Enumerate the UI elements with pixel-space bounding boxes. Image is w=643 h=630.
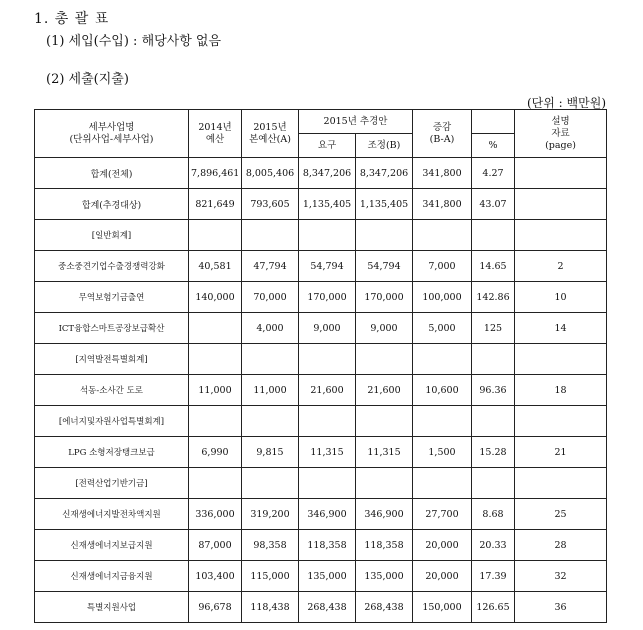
cell-change: 341,800 — [413, 158, 472, 189]
row-name: 신재생에너지금융지원 — [35, 561, 189, 592]
header-change-line1: 증감 — [432, 121, 452, 133]
cell-change: 20,000 — [413, 561, 472, 592]
cell-2015: 9,815 — [242, 437, 299, 468]
income-line: (1) 세입(수입) : 해당사항 없음 — [46, 34, 222, 49]
row-name: 특별지원사업 — [35, 592, 189, 623]
cell-adjusted: 9,000 — [356, 313, 413, 344]
header-reference-line3: (page) — [545, 139, 576, 151]
expense-line: (2) 세출(지출) — [46, 72, 129, 87]
cell-2015: 70,000 — [242, 282, 299, 313]
header-2015-main-budget — [242, 110, 299, 158]
table-row — [35, 189, 607, 220]
cell-adjusted: 1,135,405 — [356, 189, 413, 220]
cell-page: 2 — [515, 251, 607, 282]
cell-percent: 17.39 — [472, 561, 515, 592]
cell-2015: 118,438 — [242, 592, 299, 623]
cell-request: 346,900 — [299, 499, 356, 530]
cell-percent: 15.28 — [472, 437, 515, 468]
cell-page: 28 — [515, 530, 607, 561]
cell-adjusted: 170,000 — [356, 282, 413, 313]
table-row — [35, 313, 607, 344]
header-change — [413, 110, 472, 158]
cell-adjusted: 21,600 — [356, 375, 413, 406]
cell-2014: 40,581 — [189, 251, 242, 282]
cell-2014: 96,678 — [189, 592, 242, 623]
cell-request: 54,794 — [299, 251, 356, 282]
cell-adjusted: 11,315 — [356, 437, 413, 468]
cell-2014: 7,896,461 — [189, 158, 242, 189]
cell-page: 18 — [515, 375, 607, 406]
cell-percent: 142.86 — [472, 282, 515, 313]
cell-percent: 8.68 — [472, 499, 515, 530]
cell-2015: 98,358 — [242, 530, 299, 561]
cell-request: 11,315 — [299, 437, 356, 468]
section-row — [35, 344, 607, 375]
cell-change: 10,600 — [413, 375, 472, 406]
table-row — [35, 592, 607, 623]
cell-2015: 319,200 — [242, 499, 299, 530]
header-reference-line2: 자료 — [551, 127, 570, 139]
cell-percent: 14.65 — [472, 251, 515, 282]
cell-request: 118,358 — [299, 530, 356, 561]
cell-adjusted: 268,438 — [356, 592, 413, 623]
cell-adjusted: 8,347,206 — [356, 158, 413, 189]
table-row — [35, 158, 607, 189]
cell-page — [515, 189, 607, 220]
cell-page — [515, 158, 607, 189]
cell-page: 25 — [515, 499, 607, 530]
header-business-name — [35, 110, 189, 158]
cell-2015: 47,794 — [242, 251, 299, 282]
cell-change: 27,700 — [413, 499, 472, 530]
header-2014-line1: 2014년 — [198, 121, 232, 133]
row-name: LPG 소형저장탱크보급 — [35, 437, 189, 468]
header-2014-line2: 예산 — [205, 133, 225, 145]
cell-percent: 20.33 — [472, 530, 515, 561]
cell-percent: 126.65 — [472, 592, 515, 623]
table-row — [35, 437, 607, 468]
cell-adjusted: 346,900 — [356, 499, 413, 530]
header-2015-line1: 2015년 — [253, 121, 287, 133]
cell-page: 36 — [515, 592, 607, 623]
cell-request: 135,000 — [299, 561, 356, 592]
header-supplementary: 2015년 추경안 — [299, 110, 413, 134]
cell-request: 268,438 — [299, 592, 356, 623]
cell-adjusted: 135,000 — [356, 561, 413, 592]
table-row — [35, 251, 607, 282]
cell-change: 1,500 — [413, 437, 472, 468]
cell-request: 1,135,405 — [299, 189, 356, 220]
cell-percent: 96.36 — [472, 375, 515, 406]
section-row — [35, 406, 607, 437]
cell-request: 8,347,206 — [299, 158, 356, 189]
header-adjusted: 조정(B) — [356, 134, 413, 158]
cell-2014 — [189, 313, 242, 344]
cell-2015: 11,000 — [242, 375, 299, 406]
row-name: 중소중견기업수출경쟁력강화 — [35, 251, 189, 282]
row-name: 석동-소사간 도로 — [35, 375, 189, 406]
header-change-line2: (B-A) — [429, 133, 455, 145]
header-business-name-line2: (단위사업-세부사업) — [69, 133, 154, 145]
section-label-general: [일반회계] — [35, 220, 189, 251]
cell-change: 341,800 — [413, 189, 472, 220]
row-name: 합계(전체) — [35, 158, 189, 189]
header-request: 요구 — [299, 134, 356, 158]
cell-percent: 125 — [472, 313, 515, 344]
row-name: 무역보험기금출연 — [35, 282, 189, 313]
cell-page: 10 — [515, 282, 607, 313]
cell-percent: 43.07 — [472, 189, 515, 220]
cell-request: 21,600 — [299, 375, 356, 406]
cell-adjusted: 118,358 — [356, 530, 413, 561]
header-percent: % — [472, 134, 515, 158]
section-label-energy: [에너지및자원사업특별회계] — [35, 406, 189, 437]
cell-percent: 4.27 — [472, 158, 515, 189]
row-name: ICT융합스마트공장보급확산 — [35, 313, 189, 344]
cell-2014: 821,649 — [189, 189, 242, 220]
header-2015-line2: 본예산(A) — [249, 133, 291, 145]
table-row — [35, 561, 607, 592]
cell-2014: 87,000 — [189, 530, 242, 561]
cell-2014: 140,000 — [189, 282, 242, 313]
section-heading: 1. 총 괄 표 — [34, 11, 110, 27]
section-row — [35, 220, 607, 251]
section-label-power-fund: [전력산업기반기금] — [35, 468, 189, 499]
table-row — [35, 530, 607, 561]
cell-change: 20,000 — [413, 530, 472, 561]
cell-request: 9,000 — [299, 313, 356, 344]
cell-page: 21 — [515, 437, 607, 468]
header-business-name-line1: 세부사업명 — [88, 121, 135, 133]
cell-2015: 8,005,406 — [242, 158, 299, 189]
cell-2015: 793,605 — [242, 189, 299, 220]
cell-2014: 103,400 — [189, 561, 242, 592]
row-name: 합계(추경대상) — [35, 189, 189, 220]
header-percent-top — [472, 110, 515, 134]
cell-2014: 336,000 — [189, 499, 242, 530]
cell-2014: 6,990 — [189, 437, 242, 468]
table-row — [35, 282, 607, 313]
cell-change: 5,000 — [413, 313, 472, 344]
cell-2015: 115,000 — [242, 561, 299, 592]
cell-change: 7,000 — [413, 251, 472, 282]
section-row — [35, 468, 607, 499]
cell-request: 170,000 — [299, 282, 356, 313]
cell-change: 100,000 — [413, 282, 472, 313]
cell-adjusted: 54,794 — [356, 251, 413, 282]
table-row — [35, 375, 607, 406]
header-reference — [515, 110, 607, 158]
row-name: 신재생에너지발전차액지원 — [35, 499, 189, 530]
table-row — [35, 499, 607, 530]
header-2014-budget — [189, 110, 242, 158]
row-name: 신재생에너지보급지원 — [35, 530, 189, 561]
unit-note: (단위 : 백만원) — [527, 96, 606, 110]
cell-2014: 11,000 — [189, 375, 242, 406]
cell-page: 32 — [515, 561, 607, 592]
cell-2015: 4,000 — [242, 313, 299, 344]
cell-change: 150,000 — [413, 592, 472, 623]
header-reference-line1: 설명 — [551, 115, 570, 127]
cell-page: 14 — [515, 313, 607, 344]
budget-summary-table — [34, 109, 607, 623]
section-label-regional: [지역발전특별회계] — [35, 344, 189, 375]
